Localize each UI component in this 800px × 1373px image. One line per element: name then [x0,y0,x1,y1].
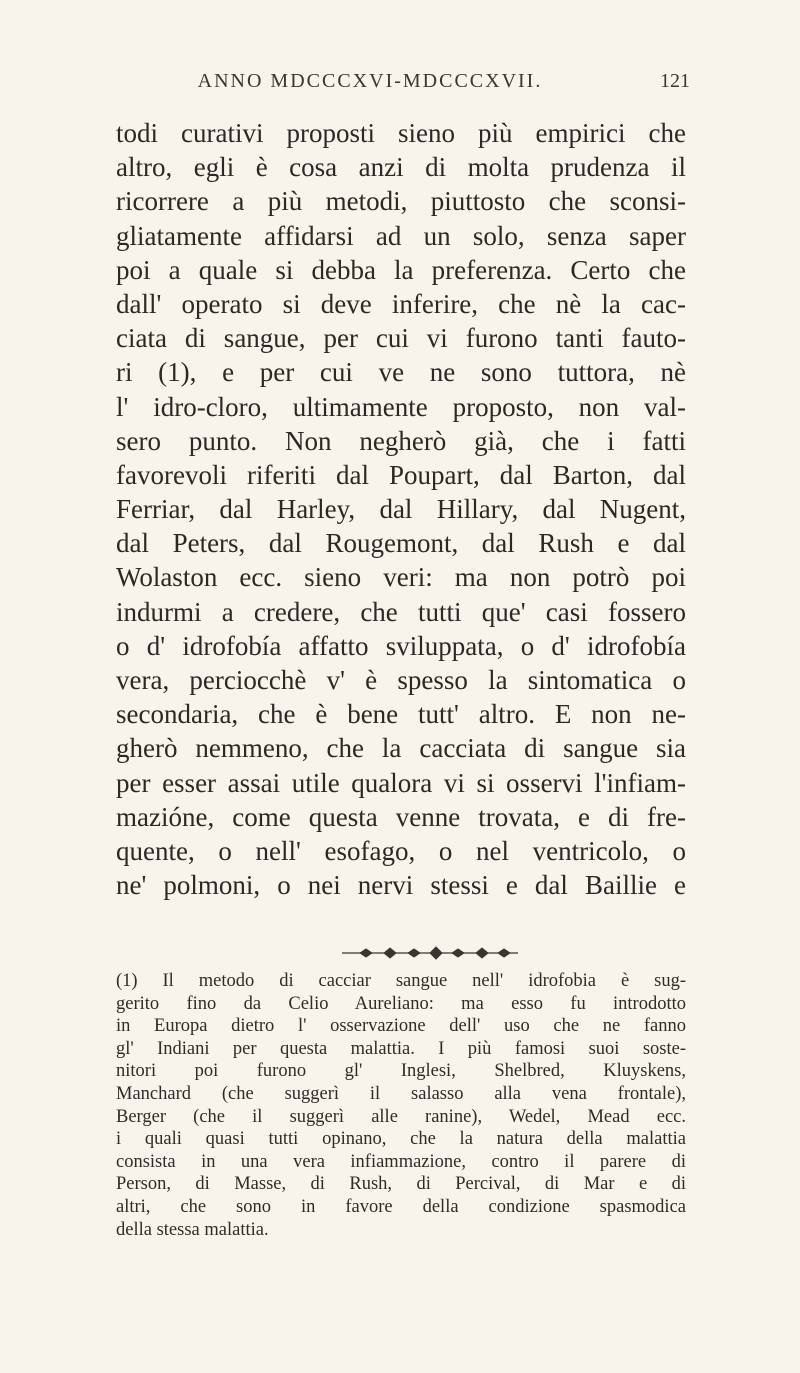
body-line: gherò nemmeno, che la cacciata di sangue sia [116,733,686,764]
footnote-line: gerito fino da Celio Aureliano: ma esso fu introdotto [116,993,686,1014]
body-line: dal Peters, dal Rougemont, dal Rush e dal [116,528,686,559]
body-line: vera, perciocchè v' è spesso la sintomatica o [116,665,686,695]
footnote-line: gl' Indiani per questa malattia. I più famosi suoi soste- [116,1038,686,1059]
body-line: ricorrere a più metodi, piuttosto che sconsi- [116,186,686,217]
body-line: sero punto. Non negherò già, che i fatti [116,425,686,456]
body-line: Wolaston ecc. sieno veri: ma non potrò poi [116,562,686,593]
footnote [116,970,686,1241]
body-line: ne' polmoni, o nei nervi stessi e dal Baillie e [116,870,686,901]
body-text [116,116,686,902]
footnote-line: in Europa dietro l' osservazione dell' uso che ne fanno [116,1016,686,1037]
body-line: altro, egli è cosa anzi di molta prudenza il [116,152,686,183]
footnote-line: (1) Il metodo di cacciar sangue nell' idrofobia è sug- [116,971,686,991]
body-line: gliatamente affidarsi ad un solo, senza saper [116,220,686,251]
body-line: secondaria, che è bene tutt' altro. E non ne- [116,699,686,730]
footnote-line: Person, di Masse, di Rush, di Percival, di Mar e di [116,1174,686,1195]
body-line: todi curativi proposti sieno più empirici che [116,118,686,148]
running-head [100,70,690,110]
body-line: quente, o nell' esofago, o nel ventricolo, o [116,835,686,866]
body-line: ciata di sangue, per cui vi furono tanti fauto- [116,323,686,354]
body-line: favorevoli riferiti dal Poupart, dal Barton, dal [116,459,686,490]
body-line: ri (1), e per cui ve ne sono tuttora, nè [116,357,686,388]
body-line: dall' operato si deve inferire, che nè la cac- [116,288,686,319]
body-line: mazióne, come questa venne trovata, e di fre- [116,801,686,832]
body-line: Ferriar, dal Harley, dal Hillary, dal Nugent, [116,494,686,525]
footnote-line: consista in una vera infiammazione, contro il parere di [116,1151,686,1172]
footnote-line: altri, che sono in favore della condizione spasmodica [116,1196,686,1217]
ornamental-rule [340,946,520,960]
body-line: per esser assai utile qualora vi si osservi l'infiam- [116,767,686,798]
footnote-line: i quali quasi tutti opinano, che la natura della malattia [116,1129,686,1150]
body-line: poi a quale si debba la preferenza. Certo che [116,254,686,285]
page-number: 121 [660,70,690,92]
footnote-line: della stessa malattia. [116,1219,269,1240]
footnote-line: Manchard (che suggerì il salasso alla vena frontale), [116,1083,686,1104]
body-line: o d' idrofobía affatto sviluppata, o d' idrofobía [116,630,686,661]
running-title: ANNO MDCCCXVI-MDCCCXVII. [197,70,543,92]
body-line: indurmi a credere, che tutti que' casi fossero [116,596,686,627]
footnote-line: nitori poi furono gl' Inglesi, Shelbred, Kluyskens, [116,1061,686,1082]
body-line: l' idro-cloro, ultimamente proposto, non val- [116,391,686,422]
footnote-line: Berger (che il suggerì alle ranine), Wedel, Mead ecc. [116,1106,686,1127]
